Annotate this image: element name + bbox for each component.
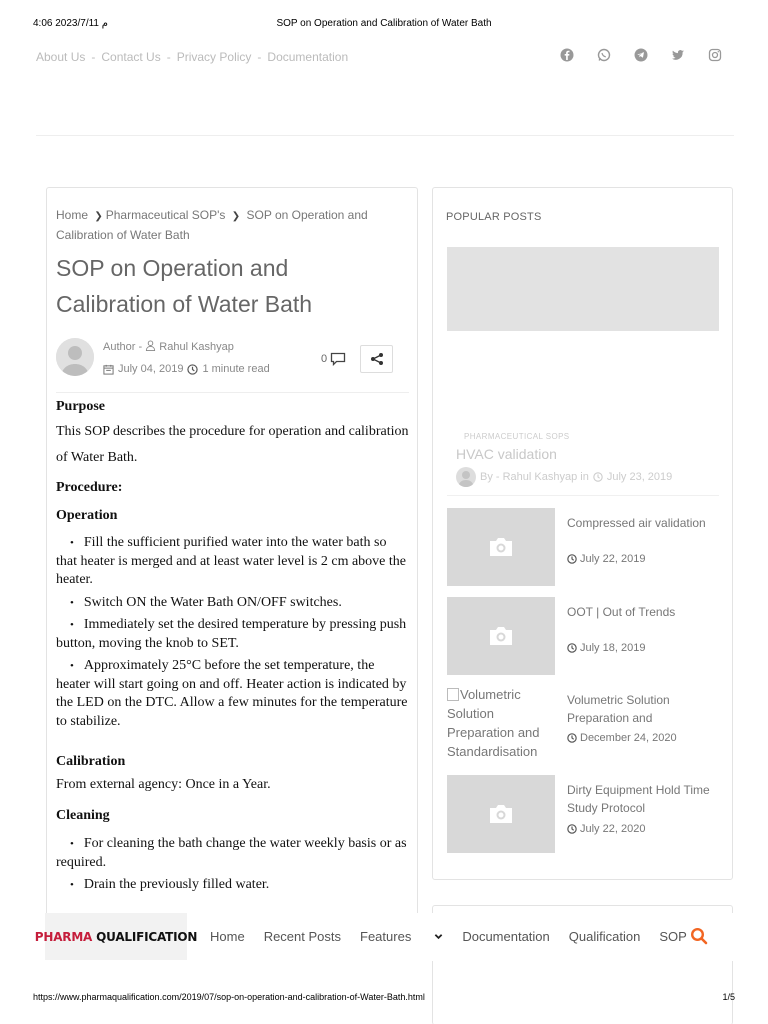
post-title[interactable]: Compressed air validation [567,516,706,530]
comment-count-value: 0 [321,353,328,365]
image-alt-text: Volumetric Solution Preparation and Standardisation [447,687,540,759]
post-thumbnail[interactable] [447,597,555,675]
camera-icon [488,625,514,647]
print-url: https://www.pharmaqualification.com/2019/07/sop-on-operation-and-calibration-of-Water-Bath.html [33,992,425,1002]
print-page-number: 1/5 [722,992,735,1002]
chevron-right-icon: ❯ [231,211,241,222]
list-item: • Approximately 25°C before the set temperature, the heater will start going on and off. Heater action is indicated by the LED on the DTC. Allow a few minutes for the temperature to stabilize. [56,657,408,731]
nav-qualification[interactable]: Qualification [568,929,641,944]
clock-icon [187,364,198,375]
print-page-title: SOP on Operation and Calibration of Water Bath [276,18,492,29]
post-date [567,823,645,835]
post-date [567,553,645,565]
clock-icon [567,733,577,743]
comment-icon [330,352,346,366]
nav-separator: - [257,50,262,64]
post-date [567,732,677,744]
share-button[interactable] [360,345,393,373]
procedure-heading: Procedure: [56,480,123,495]
post-thumbnail[interactable] [447,775,555,853]
author-avatar[interactable] [56,338,94,376]
print-header [0,14,768,30]
purpose-text: This SOP describes the procedure for operation and calibration of Water Bath. [56,424,409,465]
print-timestamp: 4:06 2023/7/11 م [33,18,108,29]
print-footer [0,992,768,1006]
breadcrumb-category[interactable]: Pharmaceutical SOP's [105,208,226,222]
chevron-right-icon: ❯ [94,211,103,222]
facebook-icon[interactable] [560,48,574,62]
popular-posts-title: POPULAR POSTS [446,211,542,223]
top-nav [36,50,348,64]
nav-separator: - [91,50,96,64]
post-title[interactable]: Dirty Equipment Hold Time Study Protocol [567,783,710,815]
clock-icon [567,824,577,834]
nav-features[interactable] [360,929,443,944]
popular-post-item[interactable] [447,508,727,586]
broken-image-alt[interactable] [447,685,555,761]
featured-post-meta [456,467,672,487]
post-date: July 04, 2019 [118,363,184,375]
search-button[interactable] [690,927,708,945]
calendar-icon [103,364,114,375]
nav-home[interactable]: Home [210,929,245,944]
main-nav [210,929,690,944]
nav-about-us[interactable]: About Us [36,50,86,64]
comment-count[interactable] [321,352,346,366]
featured-divider [447,495,719,496]
list-item: • Drain the previously filled water. [56,876,408,895]
post-thumbnail[interactable] [447,508,555,586]
meta-divider [56,392,409,393]
page-title: SOP on Operation and Calibration of Water Bath [56,255,313,317]
author-name[interactable]: Rahul Kashyap [159,341,234,353]
clock-icon [593,472,603,482]
popular-post-item[interactable] [447,597,727,675]
featured-post-title[interactable]: HVAC validation [456,446,557,462]
article-card [46,187,418,947]
author-meta [103,340,234,353]
site-logo[interactable] [34,913,198,960]
nav-features-label: Features [360,929,412,944]
nav-sop[interactable]: SOP [659,929,687,944]
read-time: 1 minute read [202,363,270,375]
popular-posts-card [432,187,733,880]
post-date-text: July 22, 2020 [580,823,646,835]
popular-post-item[interactable] [447,685,727,763]
user-icon [145,340,156,351]
breadcrumb-current: SOP on Operation and Calibration of Water Bath [56,208,368,242]
nav-documentation[interactable]: Documentation [267,50,349,64]
broken-image-icon [447,688,459,701]
twitter-icon[interactable] [671,48,685,62]
list-item: • For cleaning the bath change the water weekly basis or as required. [56,835,408,872]
purpose-heading: Purpose [56,399,105,414]
post-date-text: July 22, 2019 [580,553,646,565]
post-date-text: December 24, 2020 [580,732,677,744]
clock-icon [567,643,577,653]
calibration-heading: Calibration [56,754,126,769]
author-prefix: Author - [103,341,143,353]
calibration-text: From external agency: Once in a Year. [56,777,271,792]
sticky-nav-bar [34,913,735,961]
camera-icon [488,803,514,825]
instagram-icon[interactable] [708,48,722,62]
list-item: • Immediately set the desired temperature by pressing push button, moving the knob to SET. [56,616,408,653]
header-divider [36,135,734,136]
telegram-icon[interactable] [634,48,648,62]
featured-post-image[interactable] [447,247,719,331]
camera-icon [488,536,514,558]
logo-text-pharma: PHARMA [34,929,93,944]
post-title[interactable]: OOT | Out of Trends [567,605,676,619]
featured-post-author: By - Rahul Kashyap in [480,471,589,483]
clock-icon [567,554,577,564]
list-item: • Switch ON the Water Bath ON/OFF switches. [56,594,408,613]
breadcrumb [56,206,386,245]
cleaning-heading: Cleaning [56,808,110,823]
search-icon [690,927,708,945]
featured-post-category[interactable]: PHARMACEUTICAL SOPS [464,432,570,441]
breadcrumb-home[interactable]: Home [56,208,89,222]
nav-recent-posts[interactable]: Recent Posts [263,929,342,944]
operation-heading: Operation [56,508,118,523]
social-links [560,48,722,62]
post-date [567,642,645,654]
chevron-down-icon [434,932,443,941]
post-date-text: July 18, 2019 [580,642,646,654]
nav-privacy-policy[interactable]: Privacy Policy [176,50,252,64]
list-item: • Fill the sufficient purified water into the water bath so that heater is merged and at least water level is 2 cm above the heater. [56,534,408,590]
whatsapp-icon[interactable] [597,48,611,62]
post-meta [103,363,270,375]
featured-post-date: July 23, 2019 [606,471,673,483]
nav-documentation[interactable]: Documentation [462,929,550,944]
operation-list [56,534,408,735]
author-avatar [456,467,476,487]
nav-separator: - [166,50,171,64]
post-title[interactable]: Volumetric Solution Preparation and [567,693,670,725]
logo-text-qualification: QUALIFICATION [96,929,198,944]
nav-contact-us[interactable]: Contact Us [101,50,161,64]
cleaning-list [56,835,408,899]
popular-post-item[interactable] [447,775,727,853]
share-icon [370,352,384,366]
